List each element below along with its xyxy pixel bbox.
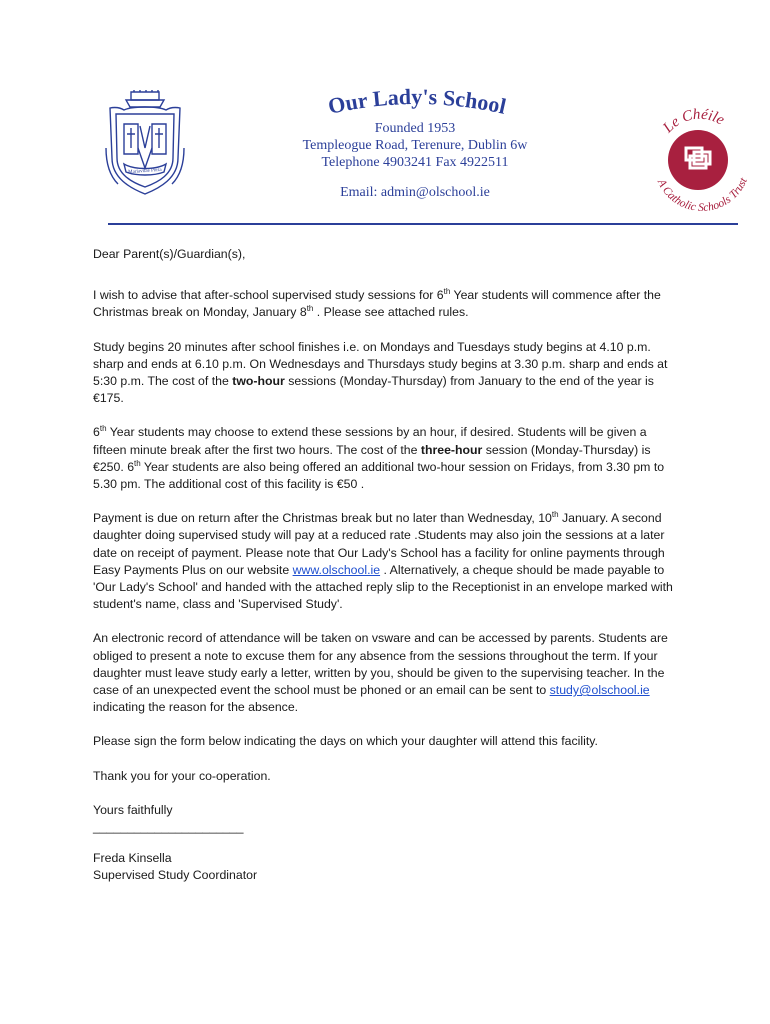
salutation: Dear Parent(s)/Guardian(s), [93,247,246,261]
school-crest [104,88,186,196]
signature-line: ______________________ [93,820,244,835]
closing: Yours faithfully [93,802,173,817]
paragraph-thanks: Thank you for your co-operation. [93,768,271,783]
header-divider [108,223,738,225]
svg-text:Our Lady's School: Our Lady's School [325,83,509,119]
signatory-name: Freda Kinsella [93,851,172,866]
paragraph-payment: Payment is due on return after the Christmas break but no later than Wednesday, 10th January. A second daughter doing supervised study will pay at a reduced rate .Students may also join the sessions at a later date on receipt of payment. Please note that Our Lady's School has a facility for online payments through Easy Payments Plus on our website www.olschool.ie . Alternatively, a cheque should be made payable to 'Our Lady's School' and handed with the attached reply slip to the Receptionist in an envelope marked with student's name, class and 'Supervised Study'. [93,510,673,612]
letter-body [93,246,683,885]
paragraph-sign-form: Please sign the form below indicating the days on which your daughter will attend this facility. [93,734,598,749]
school-email: Email: admin@olschool.ie [340,185,490,200]
paragraph-schedule: Study begins 20 minutes after school finishes i.e. on Mondays and Tuesdays study begins at 4.10 p.m. sharp and ends at 6.10 p.m. On Wednesdays and Thursdays study begins at 3.30 p.m. sharp and ends at 5:30 p.m. The cost of the two-hour sessions (Monday-Thursday) from January to the end of the year is €175. [93,339,668,406]
svg-text:A Catholic Schools Trust: A Catholic Schools Trust [654,176,750,215]
school-name [312,83,522,122]
paragraph-study-start: I wish to advise that after-school supervised study sessions for 6th Year students will commence after the Christmas break on Monday, January 8th . Please see attached rules. [93,287,661,320]
founded-year: Founded 1953 [374,121,456,136]
school-address: Templeogue Road, Terenure, Dublin 6w [302,138,528,153]
website-link[interactable]: www.olschool.ie [292,562,381,577]
signatory-title: Supervised Study Coordinator [93,868,258,883]
paragraph-attendance: An electronic record of attendance will be taken on vsware and can be accessed by parents. Students are obliged to present a note to excuse them for any absence from the sessions throughout the term. If your daughter must leave study early a letter, written by you, should be given to the supervising teacher. In the case of an unexpected event the school must be phoned or an email can be sent to study@olschool.ie indicating the reason for the absence. [93,631,668,715]
svg-text:Le Chéile: Le Chéile [660,106,727,137]
school-phone: Telephone 4903241 Fax 4922511 [321,155,509,170]
crest-motto: Mariavitae Porta [128,167,162,176]
paragraph-extension: 6th Year students may choose to extend these sessions by an hour, if desired. Students will be given a fifteen minute break after the first two hours. The cost of the three-hour session (Monday-Thursday) is €250. 6th Year students are also being offered an additional two-hour session on Fridays, from 3.30 pm to 5.30 pm. The additional cost of this facility is €50 . [93,424,665,492]
le-cheile-seal [638,98,758,218]
study-email-link[interactable]: study@olschool.ie [549,683,650,698]
